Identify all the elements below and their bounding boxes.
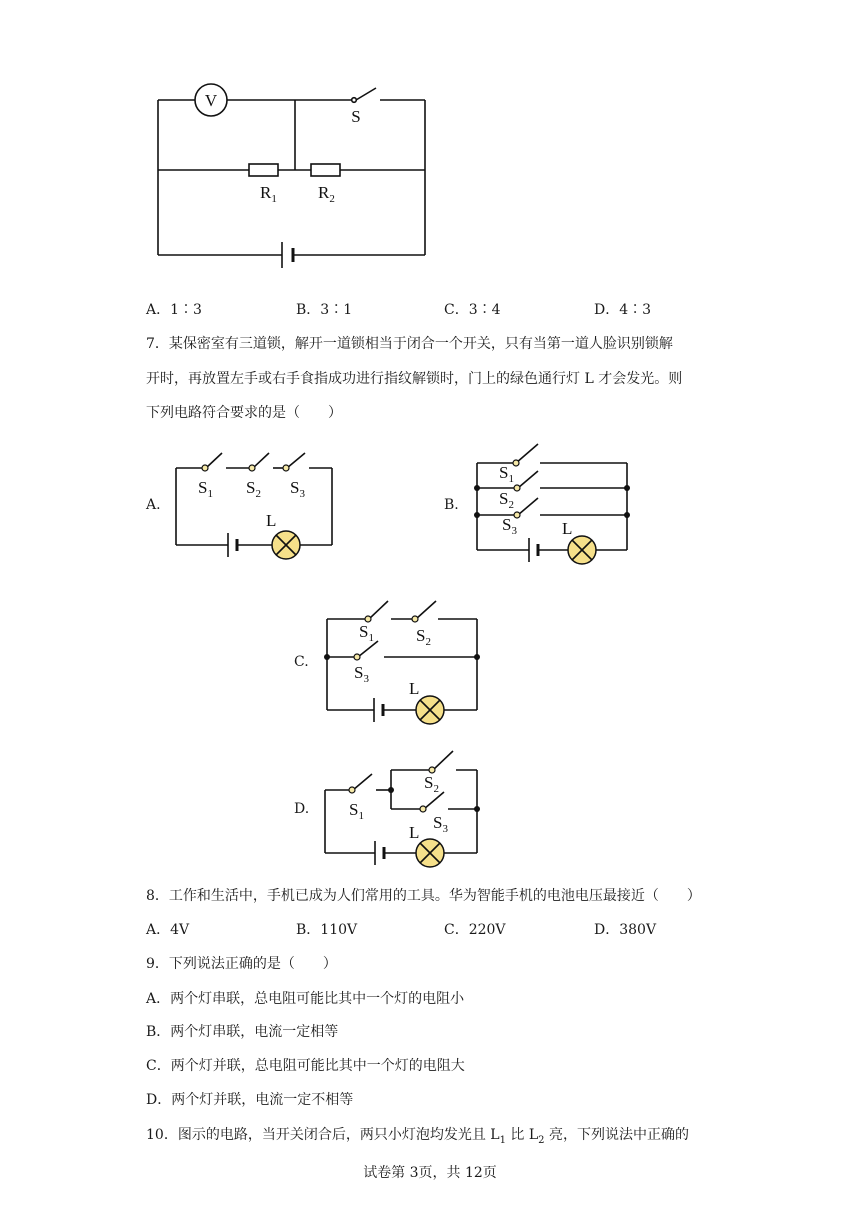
- q7-option-c-letter[interactable]: C.: [294, 654, 309, 670]
- q6-option-d[interactable]: D．4∶3: [594, 302, 652, 318]
- q6-option-c[interactable]: C．3∶4: [444, 302, 501, 318]
- circuit-b-s3-label: $S_3$: [502, 515, 517, 537]
- q8-option-b[interactable]: B．110V: [296, 922, 358, 938]
- q7-text-line2: 开时，再放置左手或右手食指成功进行指纹解锁时，门上的绿色通行灯 L 才会发光。则: [146, 371, 683, 387]
- q7-text-line3: 下列电路符合要求的是（ ）: [146, 405, 342, 421]
- q6-option-a[interactable]: A．1∶3: [146, 302, 202, 318]
- q9-text: 9．下列说法正确的是（ ）: [146, 956, 337, 972]
- q9-option-a[interactable]: A．两个灯串联，总电阻可能比其中一个灯的电阻小: [146, 991, 465, 1007]
- circuit-b-s1-label: $S_1$: [499, 463, 514, 485]
- q8-option-a[interactable]: A．4V: [146, 922, 190, 938]
- q8-option-d[interactable]: D．380V: [594, 922, 657, 938]
- circuit-a-lamp-label: L: [266, 511, 277, 530]
- q7-text-line1: 7．某保密室有三道锁，解开一道锁相当于闭合一个开关，只有当第一道人脸识别锁解: [146, 336, 673, 352]
- q7-option-d-letter[interactable]: D.: [294, 801, 310, 817]
- circuit-c-s2-label: $S_2$: [416, 626, 431, 648]
- q8-option-c[interactable]: C．220V: [444, 922, 506, 938]
- circuit-c-s3-label: $S_3$: [354, 663, 369, 685]
- switch-s-label: S: [351, 107, 361, 126]
- circuit-d-s2-label: $S_2$: [424, 773, 439, 795]
- page-footer: 试卷第 3页，共 12页: [363, 1165, 497, 1181]
- q10-text: 10．图示的电路，当开关闭合后，两只小灯泡均发光且 $L_1$ 比 $L_2$ 亮，下列说法中正确的: [146, 1127, 689, 1146]
- q9-option-d[interactable]: D．两个灯并联，电流一定不相等: [146, 1092, 354, 1108]
- circuit-b-lamp-label: L: [562, 519, 573, 538]
- circuit-b-s2-label: $S_2$: [499, 489, 514, 511]
- circuit-a-s2-label: $S_2$: [246, 478, 261, 500]
- voltmeter-label: V: [204, 91, 218, 110]
- q9-option-b[interactable]: B．两个灯串联，电流一定相等: [146, 1024, 339, 1040]
- lamp-icon: [416, 839, 444, 867]
- circuit-a-s1-label: $S_1$: [198, 478, 213, 500]
- q7-option-b-letter[interactable]: B.: [444, 497, 459, 513]
- q8-text: 8．工作和生活中，手机已成为人们常用的工具。华为智能手机的电池电压最接近（ ）: [146, 888, 701, 904]
- circuit-d-lamp-label: L: [409, 823, 420, 842]
- r2-label: $R_2$: [318, 183, 335, 205]
- circuit-a-s3-label: $S_3$: [290, 478, 305, 500]
- q7-option-a-letter[interactable]: A.: [146, 497, 161, 513]
- r1-label: $R_1$: [260, 183, 277, 205]
- q9-option-c[interactable]: C．两个灯并联，总电阻可能比其中一个灯的电阻大: [146, 1058, 465, 1074]
- circuit-c-s1-label: $S_1$: [359, 622, 374, 644]
- circuit-d-s3-label: $S_3$: [433, 813, 448, 835]
- circuit-c-lamp-label: L: [409, 679, 420, 698]
- circuit-d-s1-label: $S_1$: [349, 800, 364, 822]
- q6-option-b[interactable]: B．3∶1: [296, 302, 353, 318]
- q8-options: [0, 919, 860, 939]
